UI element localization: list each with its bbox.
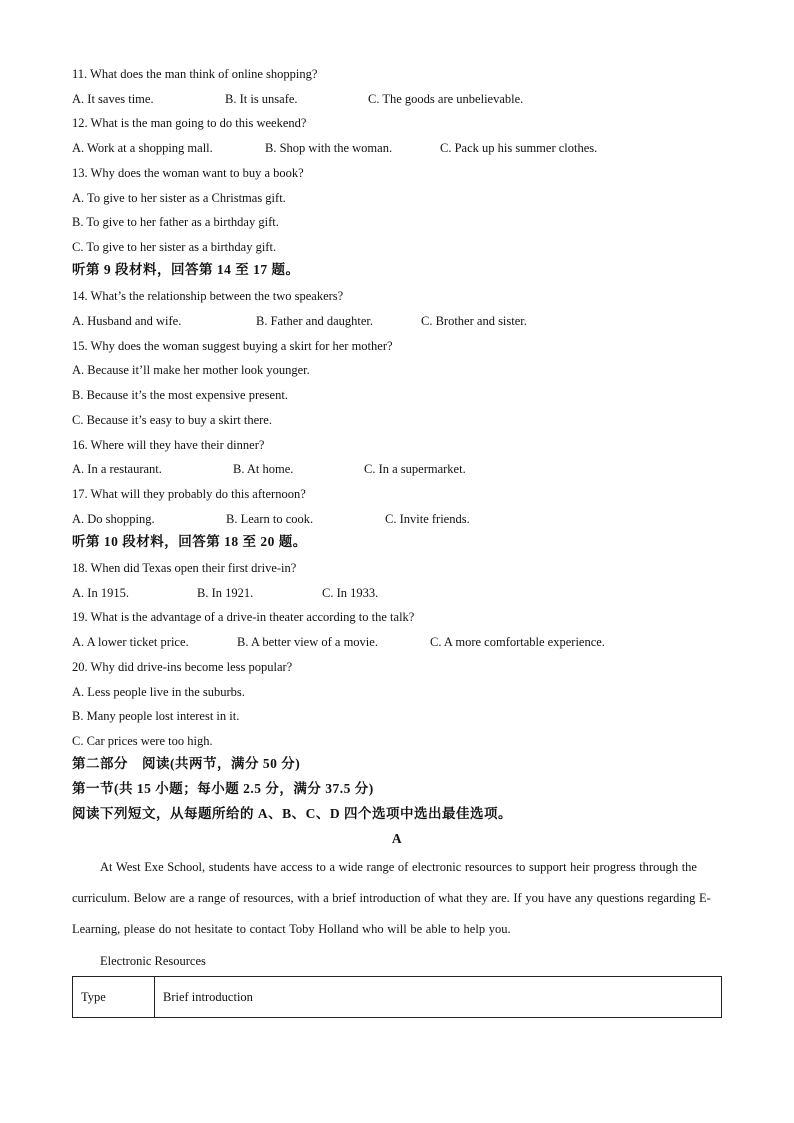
electronic-resources-table <box>72 976 722 1018</box>
table-caption: Electronic Resources <box>100 954 206 968</box>
q19-option-c: C. A more comfortable experience. <box>430 635 605 649</box>
q19-option-a: A. A lower ticket price. <box>72 635 189 649</box>
passage-paragraph: At West Exe School, students have access to a wide range of electronic resources to support heir progress through the curriculum. Below are a range of resources, with a brief introduction of what they are. If you have any questions regarding E-Learning, please do not hesitate to contact Toby Holland who will be able to help you. <box>72 860 711 936</box>
section-10-heading: 听第 10 段材料，回答第 18 至 20 题。 <box>72 534 307 549</box>
question-12-stem: 12. What is the man going to do this weekend? <box>72 116 307 130</box>
q20-option-c: C. Car prices were too high. <box>72 734 213 748</box>
q17-option-a: A. Do shopping. <box>72 512 155 526</box>
question-17-stem: 17. What will they probably do this afternoon? <box>72 487 306 501</box>
section-9-heading: 听第 9 段材料，回答第 14 至 17 题。 <box>72 262 300 277</box>
q14-option-c: C. Brother and sister. <box>421 314 527 328</box>
q11-option-a: A. It saves time. <box>72 92 154 106</box>
question-16-stem: 16. Where will they have their dinner? <box>72 438 265 452</box>
q20-option-a: A. Less people live in the suburbs. <box>72 685 245 699</box>
q15-option-b: B. Because it’s the most expensive present. <box>72 388 288 402</box>
q16-option-b: B. At home. <box>233 462 294 476</box>
question-19-stem: 19. What is the advantage of a drive-in theater according to the talk? <box>72 610 415 624</box>
table-header-intro: Brief introduction <box>155 977 722 1018</box>
part-2-section-1-heading: 第一节(共 15 小题；每小题 2.5 分，满分 37.5 分) <box>72 781 374 796</box>
q11-option-b: B. It is unsafe. <box>225 92 298 106</box>
q14-option-b: B. Father and daughter. <box>256 314 373 328</box>
table-header-row <box>73 977 722 1018</box>
q20-option-b: B. Many people lost interest in it. <box>72 709 240 723</box>
q13-option-a: A. To give to her sister as a Christmas gift. <box>72 191 286 205</box>
reading-instruction: 阅读下列短文，从每题所给的 A、B、C、D 四个选项中选出最佳选项。 <box>72 806 513 821</box>
q18-option-b: B. In 1921. <box>197 586 254 600</box>
part-2-heading: 第二部分 阅读(共两节，满分 50 分) <box>72 756 301 771</box>
q12-option-b: B. Shop with the woman. <box>265 141 393 155</box>
q15-option-c: C. Because it’s easy to buy a skirt there. <box>72 413 272 427</box>
q11-option-c: C. The goods are unbelievable. <box>368 92 524 106</box>
q12-option-c: C. Pack up his summer clothes. <box>440 141 598 155</box>
q13-option-c: C. To give to her sister as a birthday gift. <box>72 240 277 254</box>
question-18-stem: 18. When did Texas open their first drive-in? <box>72 561 297 575</box>
q17-option-c: C. Invite friends. <box>385 512 470 526</box>
table-header-type: Type <box>73 977 155 1018</box>
passage-label: A <box>391 831 403 846</box>
q17-option-b: B. Learn to cook. <box>226 512 314 526</box>
q14-option-a: A. Husband and wife. <box>72 314 182 328</box>
question-14-stem: 14. What’s the relationship between the two speakers? <box>72 289 344 303</box>
q19-option-b: B. A better view of a movie. <box>237 635 378 649</box>
question-13-stem: 13. Why does the woman want to buy a book? <box>72 166 304 180</box>
q18-option-c: C. In 1933. <box>322 586 379 600</box>
question-15-stem: 15. Why does the woman suggest buying a skirt for her mother? <box>72 339 393 353</box>
question-11-stem: 11. What does the man think of online shopping? <box>72 67 318 81</box>
question-20-stem: 20. Why did drive-ins become less popular? <box>72 660 293 674</box>
q16-option-c: C. In a supermarket. <box>364 462 466 476</box>
q18-option-a: A. In 1915. <box>72 586 129 600</box>
q15-option-a: A. Because it’ll make her mother look younger. <box>72 363 310 377</box>
q12-option-a: A. Work at a shopping mall. <box>72 141 213 155</box>
q13-option-b: B. To give to her father as a birthday gift. <box>72 215 279 229</box>
q16-option-a: A. In a restaurant. <box>72 462 162 476</box>
